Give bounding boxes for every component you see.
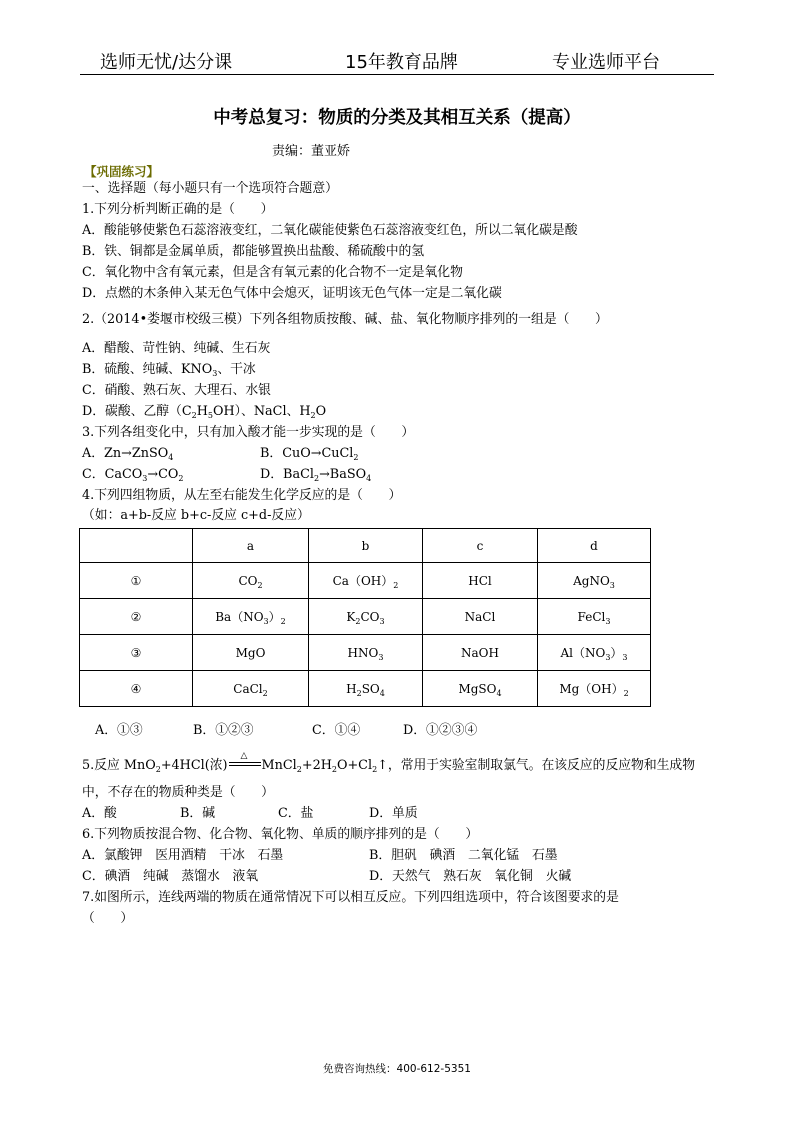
table-header-row	[80, 529, 651, 563]
table-cell: CaCl$_2$	[193, 671, 309, 707]
q4-option-d: D．①②③④	[403, 723, 478, 738]
q3-option-c: C．$CaCO_3\to CO_2$	[82, 467, 184, 483]
q6-option-c: C．碘酒 纯碱 蒸馏水 液氧	[82, 869, 259, 884]
table-cell: $Mg(OH)_2$	[538, 671, 651, 707]
header-left: 选师无忧/达分课	[100, 52, 233, 73]
q6-option-d: D．天然气 熟石灰 氧化铜 火碱	[369, 869, 572, 884]
header-center: 15年教育品牌	[345, 52, 458, 73]
q3-stem: 3.下列各组变化中，只有加入酸才能一步实现的是（ ）	[82, 425, 415, 440]
q3-option-b: B．CuO→CuCl$_2$	[260, 446, 359, 462]
table-row	[80, 635, 651, 671]
q3-option-d: D．BaCl$_2$→BaSO$_4$	[260, 467, 372, 483]
q1-option-c: C．氧化物中含有氧元素，但是含有氧元素的化合物不一定是氧化物	[82, 265, 463, 280]
q5-option-a: A．酸	[82, 806, 117, 821]
q2-option-a: A．醋酸、苛性钠、纯碱、生石灰	[82, 341, 271, 356]
q6-option-a: A．氯酸钾 医用酒精 干冰 石墨	[82, 848, 284, 863]
q1-option-d: D．点燃的木条伸入某无色气体中会熄灭，证明该无色气体一定是二氧化碳	[82, 286, 502, 301]
table-header-cell	[80, 529, 193, 563]
q5-option-b: B．碱	[180, 806, 215, 821]
row-number: ②	[80, 599, 193, 635]
table-cell: $K_2CO_3$	[309, 599, 423, 635]
q4-option-a: A．①③	[95, 723, 143, 738]
row-number: ③	[80, 635, 193, 671]
q3-option-a: A．Zn→ZnSO$_4$	[82, 446, 174, 462]
table-row	[80, 599, 651, 635]
table-cell: AgNO$_3$	[538, 563, 651, 599]
row-number: ④	[80, 671, 193, 707]
q1-option-b: B．铁、铜都是金属单质，都能够置换出盐酸、稀硫酸中的氢	[82, 244, 425, 259]
q6-stem: 6.下列物质按混合物、化合物、氧化物、单质的顺序排列的是（ ）	[82, 827, 479, 842]
table-header-cell: a	[193, 529, 309, 563]
table-cell: FeCl$_3$	[538, 599, 651, 635]
q4-note: （如：a+b-反应 b+c-反应 c+d-反应）	[82, 508, 310, 523]
table-cell: $HNO_3$	[309, 635, 423, 671]
header-right: 专业选师平台	[552, 52, 660, 73]
q5-option-c: C．盐	[278, 806, 314, 821]
table-cell: $H_2SO_4$	[309, 671, 423, 707]
footer-hotline: 免费咨询热线：400-612-5351	[323, 1063, 471, 1075]
q1-option-a: A．酸能够使紫色石蕊溶液变红，二氧化碳能使紫色石蕊溶液变红色，所以二氧化碳是酸	[82, 223, 578, 238]
q2-stem: 2.（2014•娄堰市校级三模）下列各组物质按酸、碱、盐、氧化物顺序排列的一组是（ ）	[82, 312, 608, 327]
q2-option-c: C．硝酸、熟石灰、大理石、水银	[82, 383, 271, 398]
table-row	[80, 671, 651, 707]
q5-stem: 5.反应 MnO$_2$+4HCl(浓) △ $MnCl_2+2H_2O+Cl_2↑$，常用于实验室制取氯气。在该反应的反应物和生成物	[82, 751, 696, 774]
page-header	[100, 48, 710, 72]
q4-table	[79, 528, 651, 707]
table-cell: $Ca(OH)_2$	[309, 563, 423, 599]
q2-option-d: D．碳酸、乙醇$(C_2H_5OH)$、NaCl、$H_2O$	[82, 404, 327, 420]
q1-stem: 1.下列分析判断正确的是（ ）	[82, 202, 274, 217]
q4-option-c: C．①④	[312, 723, 361, 738]
table-header-cell: c	[423, 529, 538, 563]
q4-stem: 4.下列四组物质，从左至右能发生化学反应的是（ ）	[82, 488, 402, 503]
table-cell: MgO	[193, 635, 309, 671]
table-cell: $Ba(NO_3)_2$	[193, 599, 309, 635]
table-cell: $CO_2$	[193, 563, 309, 599]
row-number: ①	[80, 563, 193, 599]
table-cell: HCl	[423, 563, 538, 599]
section-label: 【巩固练习】	[84, 164, 160, 179]
table-row	[80, 563, 651, 599]
page-title: 中考总复习：物质的分类及其相互关系（提高）	[213, 108, 581, 128]
table-header-cell: d	[538, 529, 651, 563]
table-header-cell: b	[309, 529, 423, 563]
table-cell: NaCl	[423, 599, 538, 635]
table-cell: $Al(NO_3)_3$	[538, 635, 651, 671]
q7-stem-line2: （ ）	[82, 911, 134, 926]
q7-stem: 7.如图所示，连线两端的物质在通常情况下可以相互反应。下列四组选项中，符合该图要求的是	[82, 890, 619, 905]
part-heading: 一、选择题（每小题只有一个选项符合题意）	[82, 181, 338, 196]
editor-line: 责编：董亚娇	[272, 144, 351, 159]
table-cell: NaOH	[423, 635, 538, 671]
table-cell: MgSO$_4$	[423, 671, 538, 707]
reaction-condition-heat: △	[229, 756, 261, 772]
header-divider	[80, 74, 714, 75]
q2-option-b: B．硫酸、纯碱、$KNO_3$、干冰	[82, 362, 256, 378]
q6-option-b: B．胆矾 碘酒 二氧化锰 石墨	[369, 848, 558, 863]
q5-option-d: D．单质	[369, 806, 418, 821]
q5-stem-line2: 中，不存在的物质种类是（ ）	[82, 785, 274, 800]
q4-option-b: B．①②③	[193, 723, 254, 738]
